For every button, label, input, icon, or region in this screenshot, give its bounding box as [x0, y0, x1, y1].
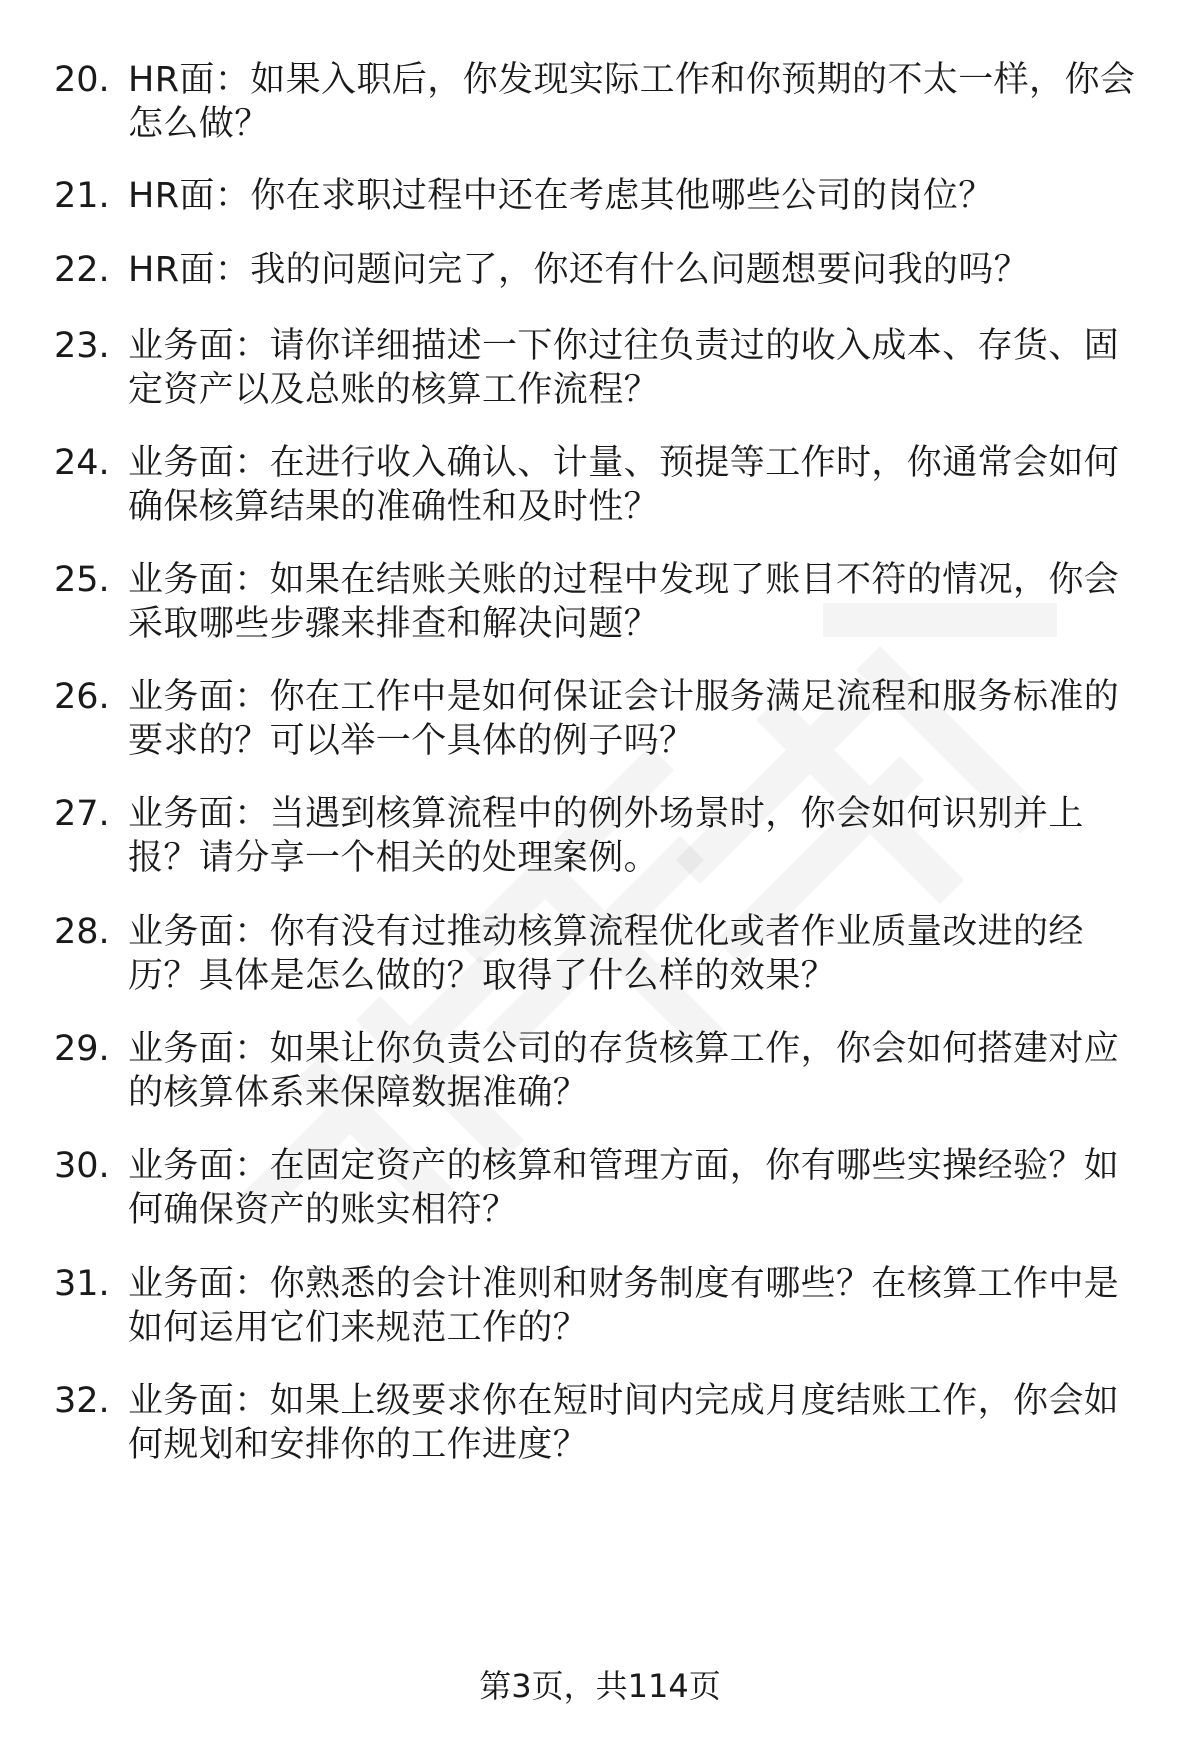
question-text: 业务面：请你详细描述一下你过往负责过的收入成本、存货、固定资产以及总账的核算工作流程？ — [128, 326, 1120, 410]
list-item — [0, 792, 1200, 892]
question-text: 业务面：你熟悉的会计准则和财务制度有哪些？在核算工作中是如何运用它们来规范工作的？ — [128, 1264, 1120, 1348]
question-text: 业务面：在进行收入确认、计量、预提等工作时，你通常会如何确保核算结果的准确性和及时性？ — [128, 443, 1120, 527]
question-number: 26. — [54, 677, 110, 717]
question-number: 22. — [54, 250, 110, 290]
question-number: 28. — [54, 912, 110, 952]
question-number: 27. — [54, 794, 110, 834]
question-text: HR面：我的问题问完了，你还有什么问题想要问我的吗？ — [128, 250, 1030, 290]
question-text: 业务面：当遇到核算流程中的例外场景时，你会如何识别并上报？请分享一个相关的处理案例。 — [128, 794, 1084, 878]
list-item — [0, 58, 1200, 158]
question-number: 29. — [54, 1029, 110, 1069]
question-number: 32. — [54, 1381, 110, 1421]
list-item — [0, 558, 1200, 658]
question-text: HR面：如果入职后，你发现实际工作和你预期的不太一样，你会怎么做？ — [128, 60, 1136, 144]
question-text: 业务面：你有没有过推动核算流程优化或者作业质量改进的经历？具体是怎么做的？取得了什么样的效果？ — [128, 912, 1084, 996]
question-number: 24. — [54, 443, 110, 483]
question-text: 业务面：如果让你负责公司的存货核算工作，你会如何搭建对应的核算体系来保障数据准确？ — [128, 1029, 1120, 1113]
question-number: 21. — [54, 176, 110, 216]
list-item — [0, 1262, 1200, 1362]
page-footer: 第3页，共114页 — [479, 1667, 721, 1705]
question-number: 30. — [54, 1146, 110, 1186]
question-text: 业务面：如果在结账关账的过程中发现了账目不符的情况，你会采取哪些步骤来排查和解决问题？ — [128, 560, 1120, 644]
question-text: 业务面：在固定资产的核算和管理方面，你有哪些实操经验？如何确保资产的账实相符？ — [128, 1146, 1120, 1230]
question-number: 23. — [54, 326, 110, 366]
list-item — [0, 441, 1200, 541]
question-text: 业务面：你在工作中是如何保证会计服务满足流程和服务标准的要求的？可以举一个具体的例子吗？ — [128, 677, 1120, 761]
list-item — [0, 324, 1200, 424]
question-number: 25. — [54, 560, 110, 600]
question-text: 业务面：如果上级要求你在短时间内完成月度结账工作，你会如何规划和安排你的工作进度？ — [128, 1381, 1120, 1465]
list-item — [0, 675, 1200, 775]
list-item — [0, 1379, 1200, 1479]
list-item — [0, 1144, 1200, 1244]
list-item — [0, 1027, 1200, 1127]
question-text: HR面：你在求职过程中还在考虑其他哪些公司的岗位？ — [128, 176, 994, 216]
question-number: 20. — [54, 60, 110, 100]
question-number: 31. — [54, 1264, 110, 1304]
list-item — [0, 910, 1200, 1010]
